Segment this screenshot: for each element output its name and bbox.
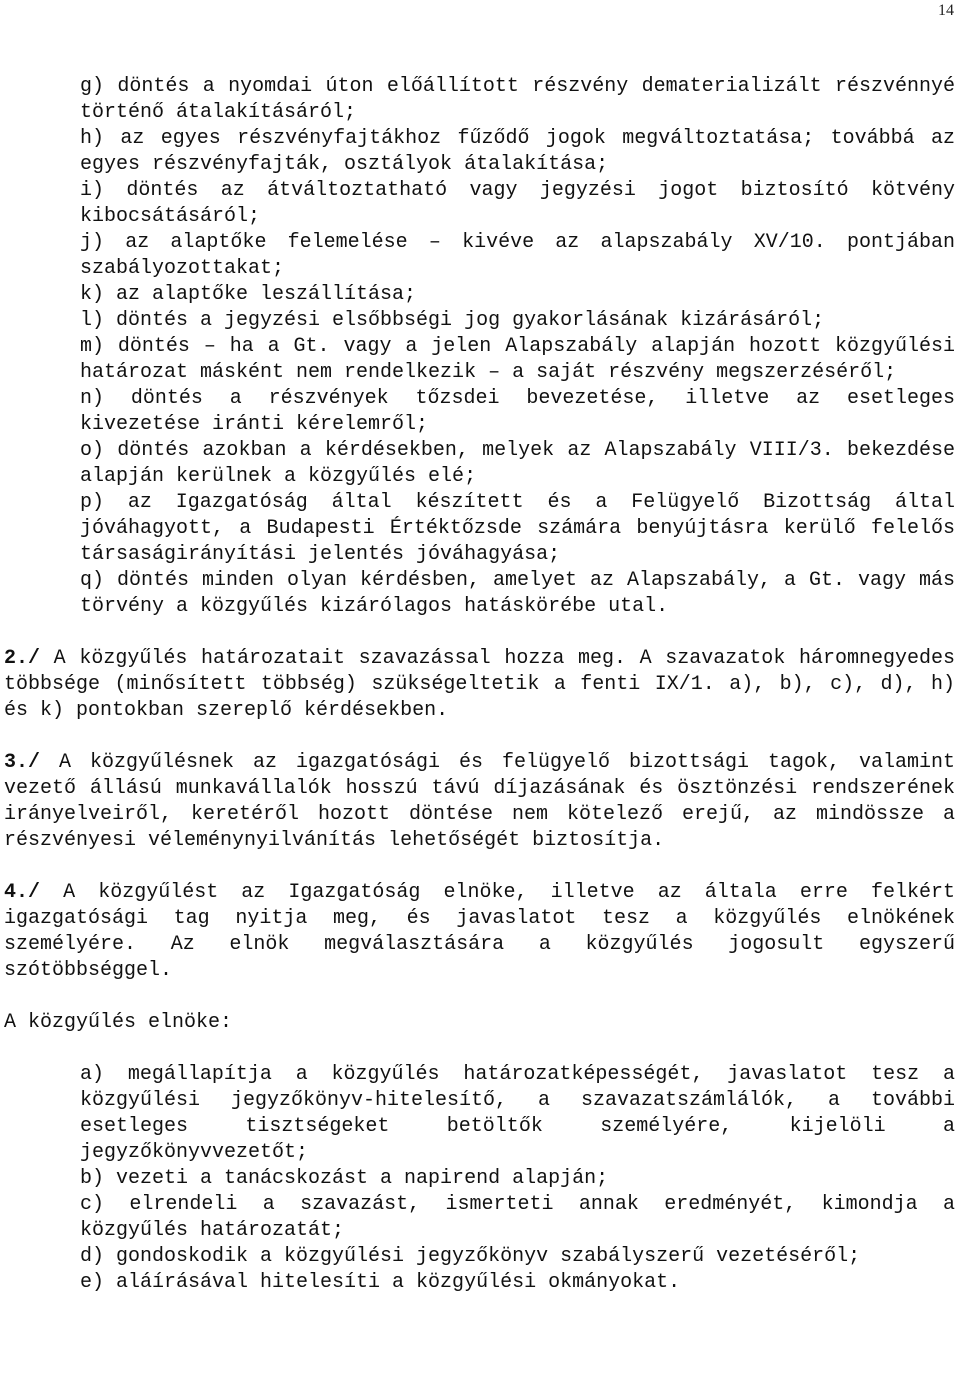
section-number: 2./ — [4, 647, 41, 670]
list-item: o) döntés azokban a kérdésekben, melyek az Alapszabály VIII/3. bekezdése alapján kerülnek a közgyűlés elé; — [80, 439, 955, 488]
chair-duties-list — [80, 1062, 955, 1296]
list-item: i) döntés az átváltoztatható vagy jegyzési jogot biztosító kötvény kibocsátásáról; — [80, 179, 955, 228]
section-text: A közgyűlést az Igazgatóság elnöke, illetve az általa erre felkért igazgatósági tag nyitja meg, és javaslatot tesz a közgyűlés elnökének személyére. Az elnök megválasztására a közgyűlés jogosult egyszerű szótöbbséggel. — [4, 881, 955, 982]
list-item: c) elrendeli a szavazást, ismerteti annak eredményét, kimondja a közgyűlés határozatát; — [80, 1193, 955, 1242]
section-number: 3./ — [4, 751, 41, 774]
list-item: b) vezeti a tanácskozást a napirend alapján; — [80, 1167, 609, 1190]
section-number: 4./ — [4, 881, 41, 904]
page-number: 14 — [938, 2, 954, 19]
document-body — [4, 74, 955, 1296]
list-item: p) az Igazgatóság által készített és a Felügyelő Bizottság által jóváhagyott, a Budapesti Értéktőzsde számára benyújtásra kerülő felelős társaságirányítási jelentés jóváhagyása; — [80, 491, 955, 566]
list-item: q) döntés minden olyan kérdésben, amelyet az Alapszabály, a Gt. vagy más törvény a közgyűlés kizárólagos hatáskörébe utal. — [80, 569, 955, 618]
powers-list — [80, 74, 955, 620]
list-item: d) gondoskodik a közgyűlési jegyzőkönyv szabályszerű vezetéséről; — [80, 1245, 861, 1268]
section-text: A közgyűlés határozatait szavazással hozza meg. A szavazatok háromnegyedes többsége (minősített többség) szükségeltetik a fenti IX/1. a), b), c), d), h) és k) pontokban szereplő kérdésekben. — [4, 647, 955, 722]
section-text: A közgyűlésnek az igazgatósági és felügyelő bizottsági tagok, valamint vezető állású munkavállalók hosszú távú díjazásának és ösztönzési rendszerének irányelveiről, keretéről hozott döntése nem kötelező erejű, az mindössze a részvényesi véleménynyilvánítás lehetőségét biztosítja. — [4, 751, 955, 852]
section-2 — [4, 646, 955, 724]
list-item: k) az alaptőke leszállítása; — [80, 283, 417, 306]
section-4 — [4, 880, 955, 984]
list-item: h) az egyes részvényfajtákhoz fűződő jogok megváltoztatása; továbbá az egyes részvényfajták, osztályok átalakítása; — [80, 127, 955, 176]
chair-intro: A közgyűlés elnöke: — [4, 1011, 233, 1034]
list-item: e) aláírásával hitelesíti a közgyűlési okmányokat. — [80, 1271, 681, 1294]
list-item: a) megállapítja a közgyűlés határozatképességét, javaslatot tesz a közgyűlési jegyzőkönyv-hitelesítő, a szavazatszámlálók, a további esetleges tisztségeket betöltők személyére, kijelöli a jegyzőkönyvvezetőt; — [80, 1063, 955, 1164]
list-item: g) döntés a nyomdai úton előállított részvény dematerializált részvénnyé történő átalakításáról; — [80, 75, 955, 124]
section-3 — [4, 750, 955, 854]
list-item: m) döntés – ha a Gt. vagy a jelen Alapszabály alapján hozott közgyűlési határozat másként nem rendelkezik – a saját részvény megszerzéséről; — [80, 335, 955, 384]
list-item: l) döntés a jegyzési elsőbbségi jog gyakorlásának kizárásáról; — [80, 309, 825, 332]
list-item: n) döntés a részvények tőzsdei bevezetése, illetve az esetleges kivezetése iránti kérelemről; — [80, 387, 955, 436]
list-item: j) az alaptőke felemelése – kivéve az alapszabály XV/10. pontjában szabályozottakat; — [80, 231, 955, 280]
